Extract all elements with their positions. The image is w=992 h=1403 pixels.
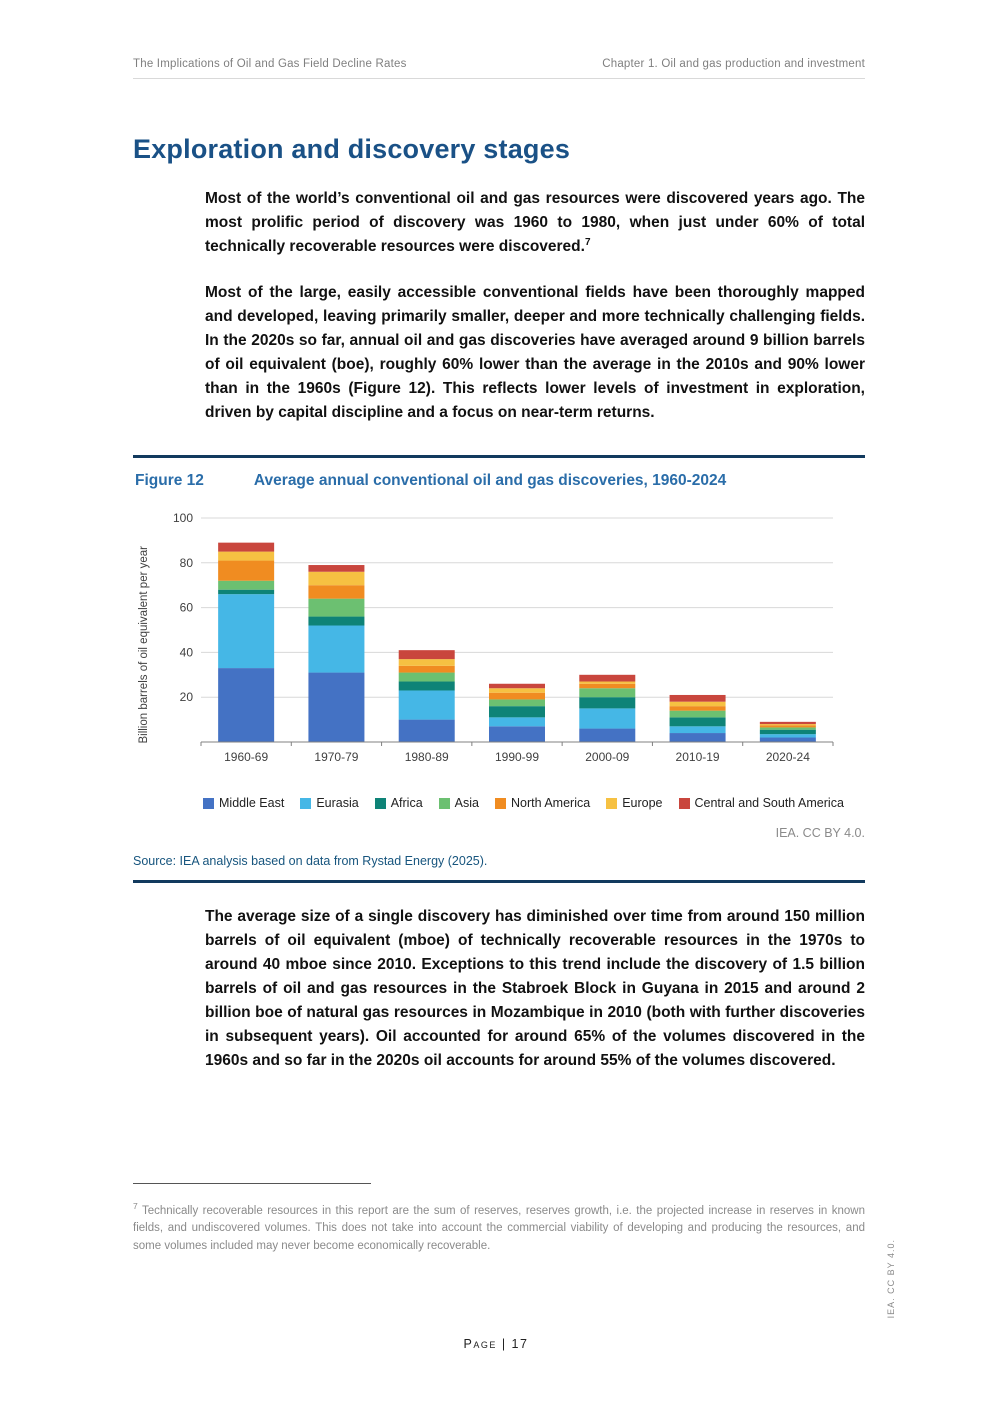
figure-caption <box>133 468 865 500</box>
bar-segment <box>218 561 274 581</box>
bar-segment <box>399 720 455 742</box>
bar-segment <box>308 626 364 673</box>
legend-swatch <box>495 798 506 809</box>
legend-item <box>375 796 423 810</box>
legend-swatch <box>606 798 617 809</box>
side-credit-vertical: IEA. CC BY 4.0. <box>886 1238 896 1318</box>
legend-swatch <box>439 798 450 809</box>
legend-label: Africa <box>390 796 423 811</box>
bar-segment <box>308 585 364 598</box>
legend-swatch <box>375 798 386 809</box>
legend-label: Eurasia <box>316 796 359 811</box>
bar-segment <box>399 682 455 691</box>
bar-segment <box>308 565 364 572</box>
bar-segment <box>579 697 635 708</box>
page-number: Page | 17 <box>463 1337 529 1351</box>
x-tick-label: 2020-24 <box>765 750 810 765</box>
legend-item <box>300 796 358 810</box>
stacked-bar-chart <box>155 506 855 782</box>
header-right: Chapter 1. Oil and gas production and investment <box>602 58 865 70</box>
figure-12-block <box>133 455 865 883</box>
y-axis-label-container <box>133 506 155 782</box>
legend-item <box>203 796 284 810</box>
bar-segment <box>760 724 816 725</box>
paragraph-3: The average size of a single discovery has diminished over time from around 150 million barrels of oil equivalent (mboe) of technically recoverable resources in the 1970s to around 40 mboe since 2010. Exceptions to this trend include the discovery of 1.5 billion barrels of oil and gas resources in the Stabroek Block in Guyana in 2015 and around 2 billion boe of natural gas resources in Mozambique in 2010 (both with further discoveries in subsequent years). Oil accounted for around 65% of the volumes discovered in the 1960s and so far in the 2020s oil accounts for around 55% of the volumes discovered. <box>205 908 865 1070</box>
bar-segment <box>218 590 274 594</box>
x-tick-label: 1970-79 <box>314 750 359 765</box>
bar-segment <box>218 594 274 668</box>
figure-credit: IEA. CC BY 4.0. <box>775 826 865 841</box>
page-header <box>133 58 865 79</box>
y-tick-label: 20 <box>179 690 193 705</box>
legend-item <box>679 796 844 810</box>
legend-swatch <box>679 798 690 809</box>
footnote-7 <box>133 1200 865 1255</box>
paragraph-1-text: Most of the world’s conventional oil and gas resources were discovered years ago. The most prolific period of discovery was 1960 to 1980, when just under 60% of total technically recoverable resources were discovered. <box>205 190 865 256</box>
footnote-number: 7 <box>133 1201 138 1212</box>
legend-label: Europe <box>622 796 663 811</box>
legend-label: Central and South America <box>694 796 844 811</box>
bar-segment <box>399 666 455 673</box>
bar-segment <box>489 689 545 693</box>
paragraph-1 <box>205 187 865 259</box>
header-left: The Implications of Oil and Gas Field Decline Rates <box>133 58 407 70</box>
bar-segment <box>218 543 274 552</box>
bar-segment <box>308 673 364 742</box>
legend-item <box>606 796 662 810</box>
bar-segment <box>579 682 635 684</box>
bar-segment <box>308 617 364 626</box>
bar-segment <box>218 552 274 561</box>
bar-segment <box>308 599 364 617</box>
bar-segment <box>760 738 816 742</box>
page-title: Exploration and discovery stages <box>133 134 571 164</box>
bar-segment <box>670 718 726 727</box>
figure-source: Source: IEA analysis based on data from Rystad Energy (2025). <box>133 854 488 869</box>
bar-segment <box>399 650 455 659</box>
chart-area <box>133 506 865 782</box>
x-tick-label: 1960-69 <box>224 750 269 765</box>
bar-segment <box>399 673 455 682</box>
paragraph-2: Most of the large, easily accessible conventional fields have been thoroughly mapped and developed, leaving primarily smaller, deeper and more technically challenging fields. In the 2020s so far, annual oil and gas discoveries have averaged around 9 billion barrels of oil equivalent (boe), roughly 60% lower than the average in the 2010s and 90% lower than in the 1960s (Figure 12). This reflects lower levels of investment in exploration, driven by capital discipline and a focus on near-term returns. <box>205 284 865 422</box>
y-axis-label: Billion barrels of oil equivalent per year <box>138 545 150 744</box>
bar-segment <box>670 711 726 718</box>
x-tick-label: 2000-09 <box>585 750 630 765</box>
x-tick-label: 1980-89 <box>404 750 449 765</box>
legend-swatch <box>300 798 311 809</box>
bar-segment <box>489 727 545 743</box>
bar-segment <box>760 734 816 737</box>
bar-segment <box>489 684 545 688</box>
bar-segment <box>489 700 545 707</box>
legend-label: Asia <box>454 796 479 811</box>
bar-segment <box>670 727 726 734</box>
legend-swatch <box>203 798 214 809</box>
bar-segment <box>579 709 635 729</box>
bar-segment <box>760 722 816 724</box>
bar-segment <box>399 659 455 666</box>
bar-segment <box>218 581 274 590</box>
chart-legend <box>133 796 865 810</box>
bar-segment <box>579 684 635 688</box>
bar-segment <box>760 728 816 730</box>
footnote-separator <box>133 1183 371 1184</box>
body-paragraphs <box>133 905 865 1073</box>
bar-segment <box>489 718 545 727</box>
figure-title: Average annual conventional oil and gas discoveries, 1960-2024 <box>253 472 727 490</box>
x-tick-label: 2010-19 <box>675 750 720 765</box>
bar-segment <box>399 691 455 720</box>
figure-label: Figure 12 <box>135 472 204 490</box>
bar-segment <box>489 693 545 700</box>
legend-item <box>439 796 479 810</box>
footnote-text: Technically recoverable resources in this report are the sum of reserves, reserves growth, i.e. the projected increase in reserves in known fields, and undiscovered volumes. This does not take into account the commercial viability of developing and producing the resources, and some volumes included may never become economically recoverable. <box>133 1205 865 1252</box>
bar-segment <box>670 733 726 742</box>
footnote-ref-7: 7 <box>584 237 591 249</box>
y-tick-label: 80 <box>179 556 193 571</box>
intro-paragraphs <box>133 187 865 425</box>
bar-segment <box>308 572 364 585</box>
x-tick-label: 1990-99 <box>494 750 540 765</box>
y-tick-label: 40 <box>179 645 193 660</box>
bar-segment <box>760 730 816 734</box>
bar-segment <box>218 668 274 742</box>
y-tick-label: 60 <box>179 600 193 615</box>
legend-label: North America <box>510 796 591 811</box>
bar-segment <box>670 706 726 710</box>
bar-segment <box>489 706 545 717</box>
legend-label: Middle East <box>219 796 285 811</box>
y-tick-label: 100 <box>172 511 193 526</box>
bar-segment <box>760 725 816 727</box>
bar-segment <box>579 675 635 682</box>
bar-segment <box>670 695 726 702</box>
bar-segment <box>579 689 635 698</box>
bar-segment <box>579 729 635 742</box>
legend-item <box>495 796 590 810</box>
bar-segment <box>670 702 726 706</box>
